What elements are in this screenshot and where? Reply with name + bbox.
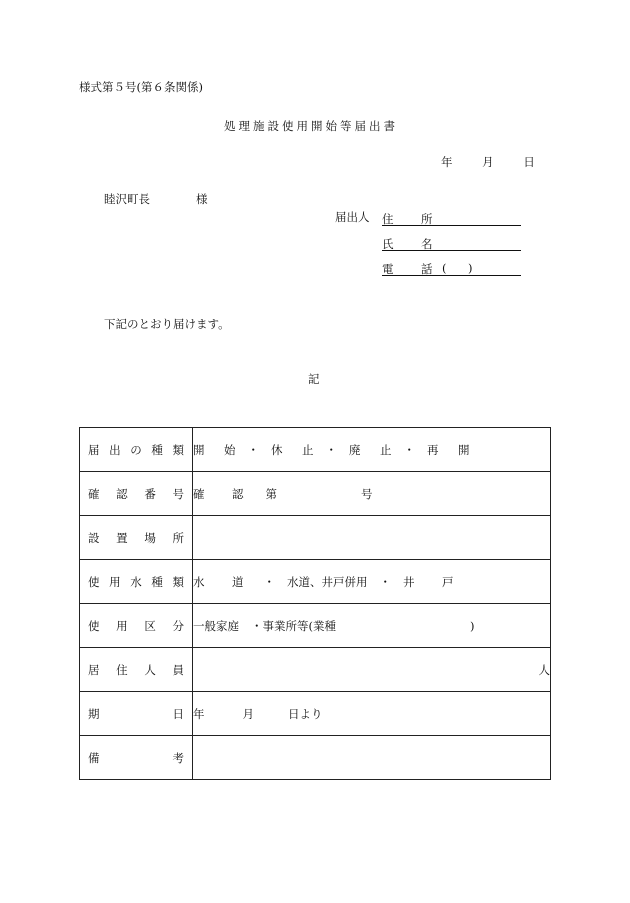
- table-row: [80, 428, 551, 472]
- section-mark: 記: [308, 372, 320, 386]
- option-business[interactable]: ・事業所等(業種: [251, 618, 336, 633]
- residents-field[interactable]: [193, 648, 551, 692]
- confirm-no-suffix: 号: [361, 486, 373, 501]
- date-year-label: 年: [441, 155, 453, 169]
- row-label-confirmation-number: 確認番号: [80, 472, 193, 516]
- option-well[interactable]: 井 戸: [403, 574, 462, 589]
- start-year-label: 年: [193, 706, 205, 721]
- table-row: [80, 736, 551, 780]
- confirm-no-prefix: 第: [265, 486, 277, 501]
- notifier-label: 届出人: [335, 210, 370, 224]
- installation-location-field[interactable]: [193, 516, 551, 560]
- separator: ・: [403, 442, 419, 457]
- row-label-installation-location: 設置場所: [80, 516, 193, 560]
- notification-table: [79, 427, 551, 780]
- start-month-label: 月: [242, 706, 254, 721]
- addressee-honorific: 様: [196, 192, 208, 206]
- document-title: 処理施設使用開始等届出書: [224, 119, 398, 133]
- phone-label: 電 話: [382, 262, 441, 276]
- separator: ・: [263, 574, 275, 589]
- address-field[interactable]: [382, 211, 521, 226]
- separator: ・: [247, 442, 263, 457]
- confirm-word: 確 認: [193, 486, 252, 501]
- row-label-residents: 居住人員: [80, 648, 193, 692]
- option-suspend[interactable]: 休 止: [271, 442, 318, 457]
- separator: ・: [325, 442, 341, 457]
- table-row: [80, 472, 551, 516]
- remarks-field[interactable]: [193, 736, 551, 780]
- form-number: 様式第５号(第６条関係): [79, 80, 203, 94]
- phone-field[interactable]: [382, 261, 521, 276]
- row-label-date: 期日: [80, 692, 193, 736]
- date-month-label: 月: [482, 155, 494, 169]
- water-type-options[interactable]: [193, 560, 551, 604]
- table-row: [80, 516, 551, 560]
- name-label: 氏 名: [382, 237, 441, 251]
- usage-class-options[interactable]: [193, 604, 551, 648]
- row-label-notification-type: 届出の種類: [80, 428, 193, 472]
- row-label-usage-class: 使用区分: [80, 604, 193, 648]
- address-label: 住 所: [382, 212, 441, 226]
- intro-text: 下記のとおり届けます。: [104, 317, 230, 331]
- row-label-water-type: 使用水種類: [80, 560, 193, 604]
- option-household[interactable]: 一般家庭: [193, 618, 239, 633]
- phone-paren-open: (: [442, 261, 447, 275]
- residents-unit: 人: [538, 662, 550, 677]
- date-day-label: 日: [523, 155, 535, 169]
- notification-type-options[interactable]: [193, 428, 551, 472]
- option-tap-and-well[interactable]: 水道、井戸併用: [287, 574, 368, 589]
- table-row: [80, 692, 551, 736]
- table-row: [80, 560, 551, 604]
- option-abolish[interactable]: 廃 止: [349, 442, 396, 457]
- business-paren-close: ): [470, 618, 475, 633]
- start-day-label: 日より: [288, 706, 323, 721]
- addressee-name: 睦沢町長: [104, 192, 150, 206]
- date-line: [441, 157, 535, 169]
- separator: ・: [379, 574, 391, 589]
- table-row: [80, 648, 551, 692]
- table-row: [80, 604, 551, 648]
- name-field[interactable]: [382, 236, 521, 251]
- option-resume[interactable]: 再 開: [427, 442, 474, 457]
- phone-paren-close: ): [468, 261, 473, 275]
- confirmation-number-field[interactable]: [193, 472, 551, 516]
- row-label-remarks: 備考: [80, 736, 193, 780]
- option-start[interactable]: 開 始: [193, 442, 240, 457]
- start-date-field[interactable]: [193, 692, 551, 736]
- option-tap-water[interactable]: 水 道: [193, 574, 252, 589]
